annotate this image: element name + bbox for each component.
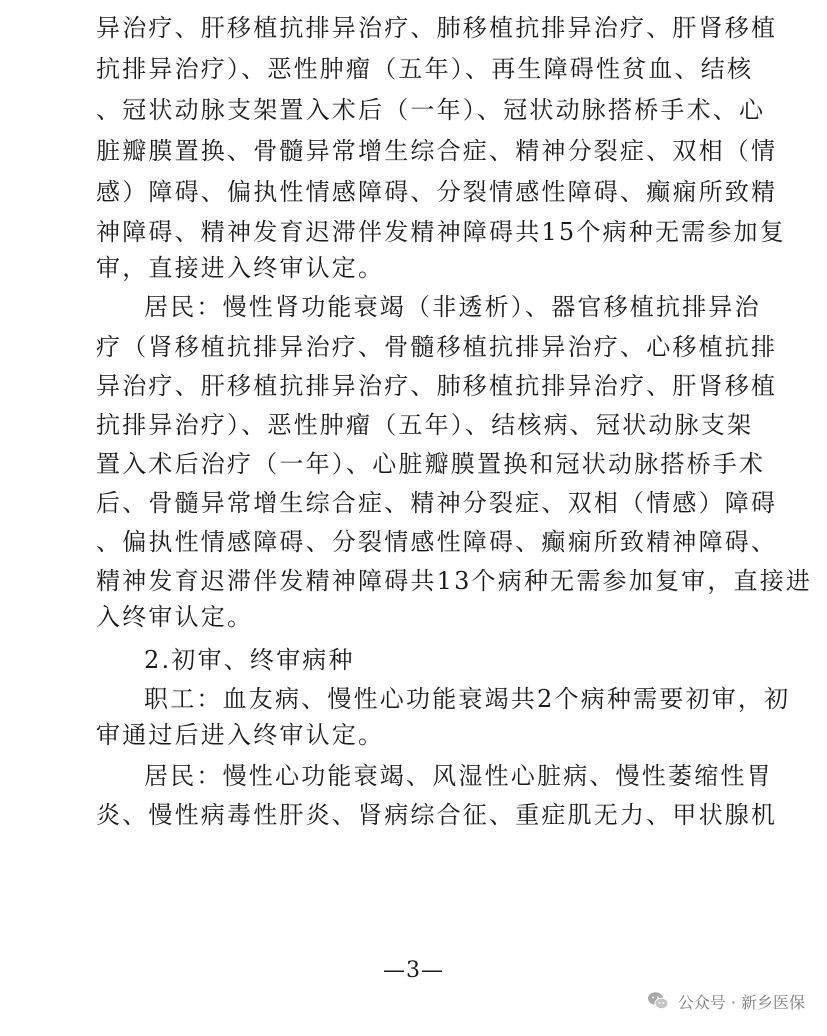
- body-text-line: 后、骨髓异常增生综合症、精神分裂症、双相（情感）障碍: [96, 489, 778, 517]
- body-text-line: 神障碍、精神发育迟滞伴发精神障碍共15个病种无需参加复: [96, 218, 786, 246]
- body-text-line: 疗（肾移植抗排异治疗、骨髓移植抗排异治疗、心移植抗排: [96, 333, 778, 361]
- body-text-line: 抗排异治疗）、恶性肿瘤（五年）、再生障碍性贫血、结核: [96, 55, 754, 83]
- body-text-line: 、冠状动脉支架置入术后（一年）、冠状动脉搭桥手术、心: [96, 96, 766, 124]
- page-number: —3—: [383, 958, 444, 983]
- body-text-line: 异治疗、肝移植抗排异治疗、肺移植抗排异治疗、肝肾移植: [96, 14, 778, 42]
- watermark: [646, 988, 805, 1014]
- body-text-line: 异治疗、肝移植抗排异治疗、肺移植抗排异治疗、肝肾移植: [96, 372, 778, 400]
- body-text-line: 抗排异治疗）、恶性肿瘤（五年）、结核病、冠状动脉支架: [96, 411, 754, 439]
- body-text-line: 居民：慢性肾功能衰竭（非透析）、器官移植抗排异治: [144, 293, 761, 321]
- body-text-line: 居民：慢性心功能衰竭、风湿性心脏病、慢性萎缩性胃: [144, 762, 773, 790]
- body-text-line: 职工：血友病、慢性心功能衰竭共2个病种需要初审，初: [144, 685, 791, 713]
- body-text-line: 审通过后进入终审认定。: [96, 721, 385, 749]
- body-text-line: 置入术后治疗（一年）、心脏瓣膜置换和冠状动脉搭桥手术: [96, 450, 766, 478]
- body-text-line: 入终审认定。: [96, 603, 254, 631]
- wechat-icon: [646, 989, 670, 1013]
- body-text-line: 审，直接进入终审认定。: [96, 254, 385, 282]
- body-text-line: 脏瓣膜置换、骨髓异常增生综合症、精神分裂症、双相（情: [96, 137, 778, 165]
- section-heading: 2.初审、终审病种: [144, 646, 355, 674]
- body-text-line: 感）障碍、偏执性情感障碍、分裂情感性障碍、癫痫所致精: [96, 178, 778, 206]
- body-text-line: 精神发育迟滞伴发精神障碍共13个病种无需参加复审，直接进: [96, 567, 813, 595]
- watermark-text: 公众号 · 新乡医保: [677, 992, 805, 1012]
- body-text-line: 、偏执性情感障碍、分裂情感性障碍、癫痫所致精神障碍、: [96, 528, 778, 556]
- body-text-line: 炎、慢性病毒性肝炎、肾病综合征、重症肌无力、甲状腺机: [96, 801, 778, 829]
